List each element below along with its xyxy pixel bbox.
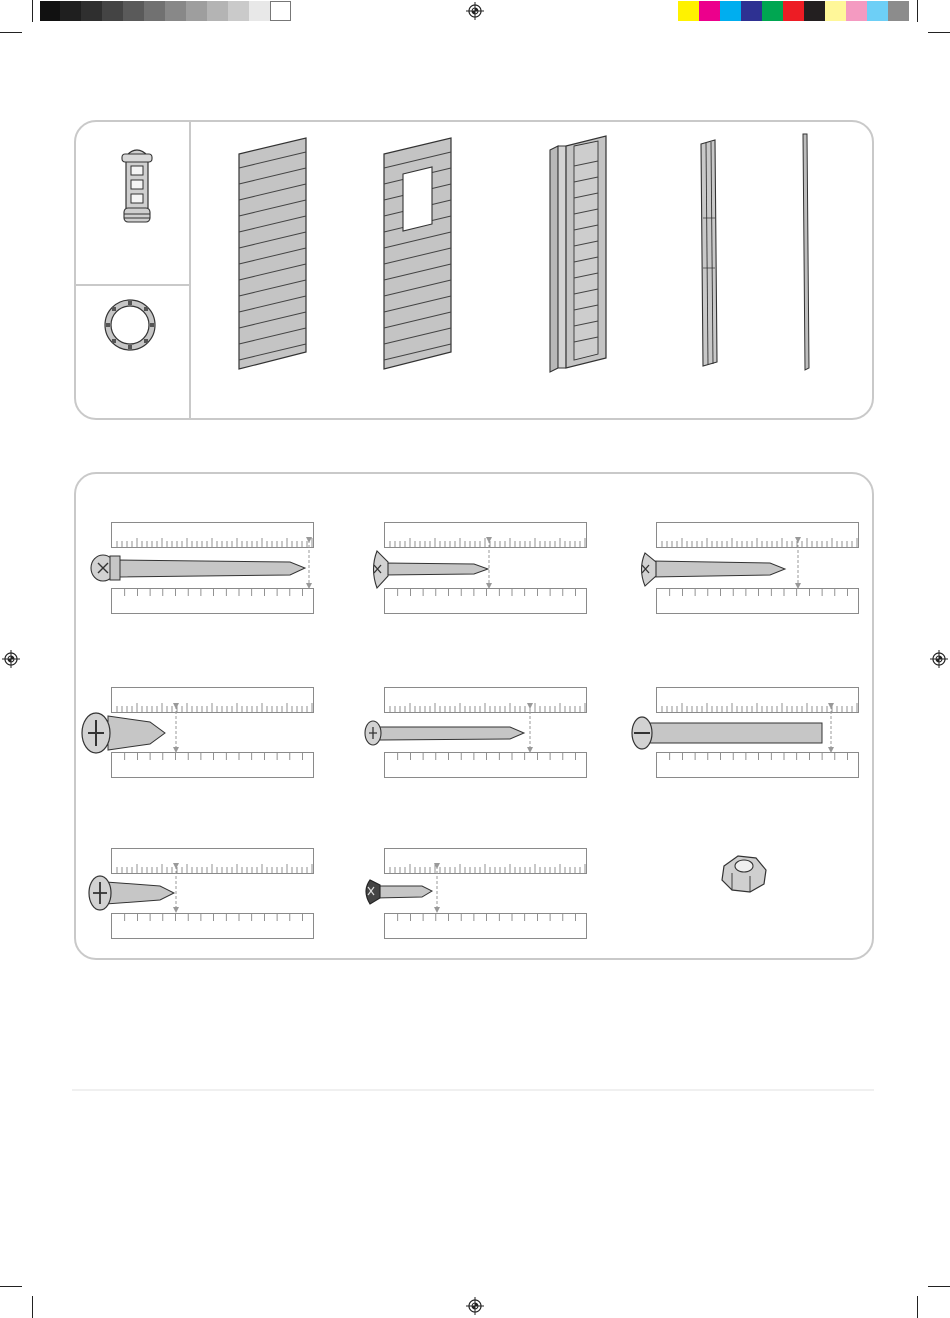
short-countersunk-screw-icon xyxy=(642,540,799,586)
hex-nut-icon xyxy=(722,856,766,892)
long-pan-head-screw-icon xyxy=(91,540,309,586)
phillips-pan-screw-icon xyxy=(365,706,530,750)
small-wood-screw-icon xyxy=(89,866,176,910)
slotted-machine-bolt-icon xyxy=(632,706,831,750)
large-pan-head-screw-icon xyxy=(82,706,176,753)
medium-countersunk-screw-icon xyxy=(374,540,490,588)
self-drilling-screw-icon xyxy=(366,866,437,910)
